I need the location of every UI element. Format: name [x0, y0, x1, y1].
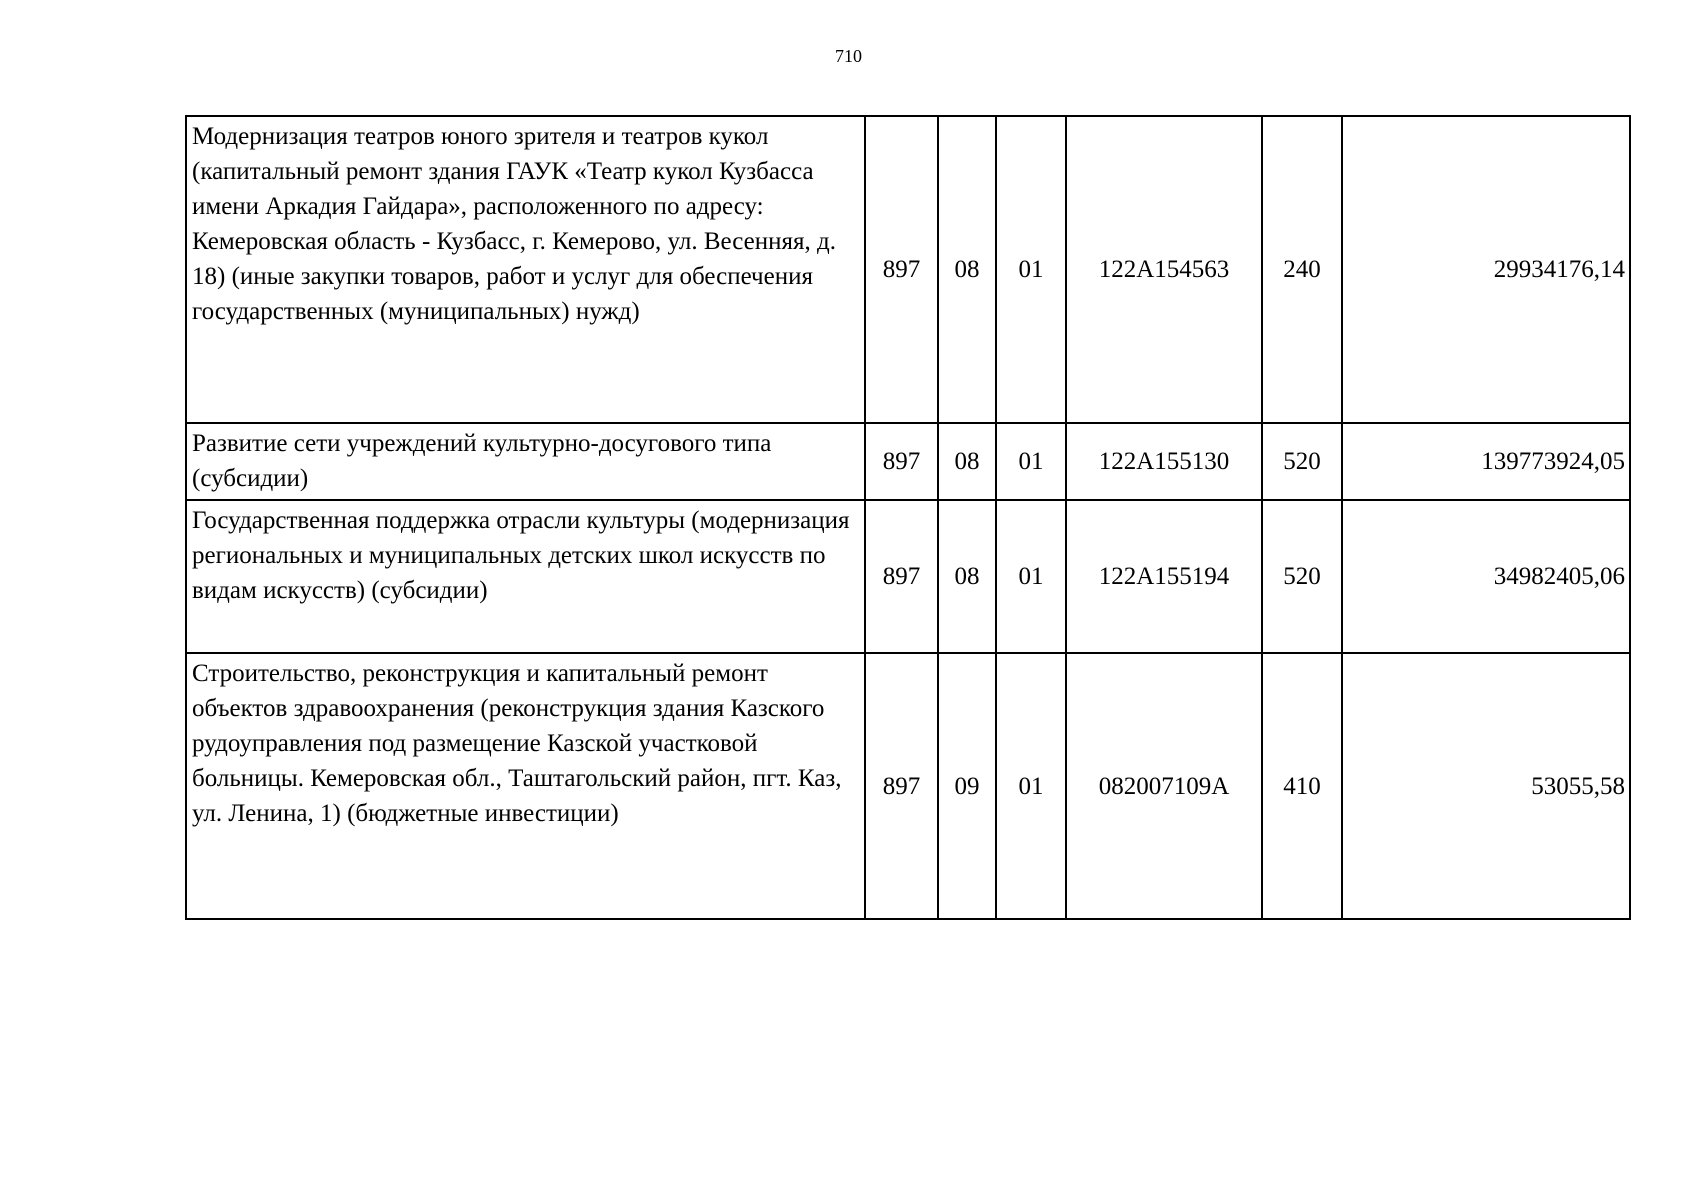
budget-table	[185, 115, 1631, 920]
department-code-cell: 897	[865, 500, 938, 653]
subsection-code-cell: 01	[996, 423, 1066, 500]
table-row	[186, 116, 1630, 423]
expense-type-code-cell: 240	[1262, 116, 1342, 423]
expense-type-code-cell: 410	[1262, 653, 1342, 919]
page-number: 710	[835, 46, 862, 66]
subsection-code-cell: 01	[996, 116, 1066, 423]
table-row	[186, 500, 1630, 653]
section-code-cell: 09	[938, 653, 996, 919]
amount-cell: 139773924,05	[1342, 423, 1630, 500]
department-code-cell: 897	[865, 423, 938, 500]
target-item-code-cell: 082007109А	[1066, 653, 1262, 919]
expense-name-cell: Развитие сети учреждений культурно-досугового типа (субсидии)	[186, 423, 865, 500]
table-row	[186, 653, 1630, 919]
expense-name-cell: Модернизация театров юного зрителя и театров кукол (капитальный ремонт здания ГАУК «Театр кукол Кузбасса имени Аркадия Гайдара», расположенного по адресу: Кемеровская область - Кузбасс, г. Кемерово, ул. Весенняя, д. 18) (иные закупки товаров, работ и услуг для обеспечения государственных (муниципальных) нужд)	[186, 116, 865, 423]
expense-name-cell: Государственная поддержка отрасли культуры (модернизация региональных и муниципальных детских школ искусств по видам искусств) (субсидии)	[186, 500, 865, 653]
expense-type-code-cell: 520	[1262, 500, 1342, 653]
amount-cell: 29934176,14	[1342, 116, 1630, 423]
target-item-code-cell: 122A155130	[1066, 423, 1262, 500]
department-code-cell: 897	[865, 653, 938, 919]
expense-name-cell: Строительство, реконструкция и капитальный ремонт объектов здравоохранения (реконструкция здания Казского рудоуправления под размещение Казской участковой больницы. Кемеровская обл., Таштагольский район, пгт. Каз, ул. Ленина, 1) (бюджетные инвестиции)	[186, 653, 865, 919]
amount-cell: 34982405,06	[1342, 500, 1630, 653]
section-code-cell: 08	[938, 500, 996, 653]
subsection-code-cell: 01	[996, 653, 1066, 919]
department-code-cell: 897	[865, 116, 938, 423]
amount-cell: 53055,58	[1342, 653, 1630, 919]
table-row	[186, 423, 1630, 500]
section-code-cell: 08	[938, 423, 996, 500]
section-code-cell: 08	[938, 116, 996, 423]
target-item-code-cell: 122A155194	[1066, 500, 1262, 653]
target-item-code-cell: 122A154563	[1066, 116, 1262, 423]
expense-type-code-cell: 520	[1262, 423, 1342, 500]
subsection-code-cell: 01	[996, 500, 1066, 653]
